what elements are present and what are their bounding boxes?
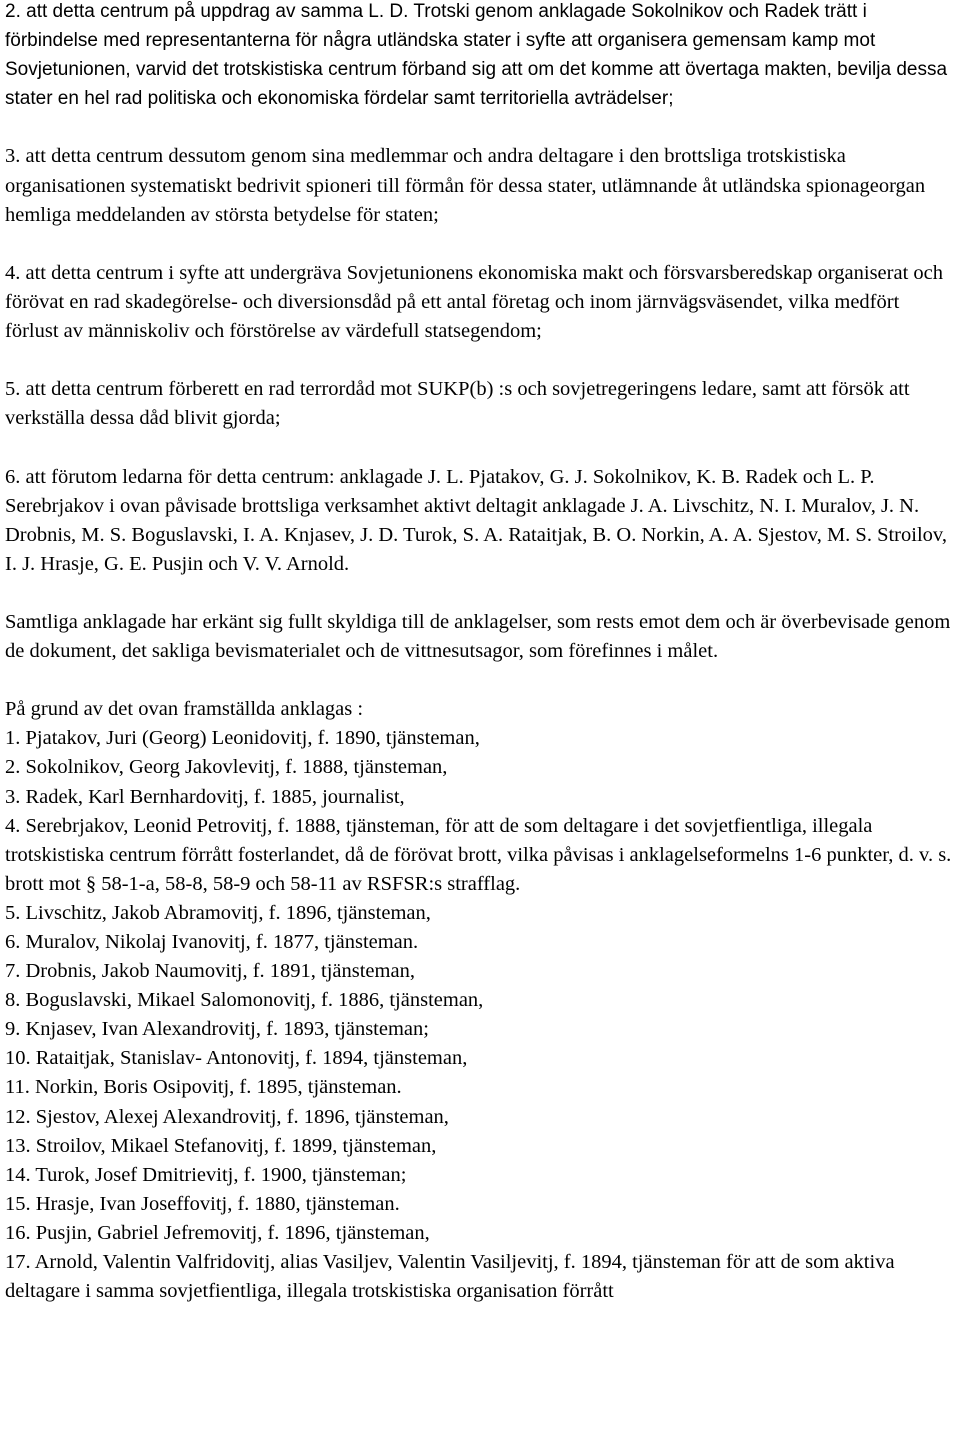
list-item: 7. Drobnis, Jakob Naumovitj, f. 1891, tjänsteman,	[5, 960, 415, 983]
paragraph-confession: Samtliga anklagade har erkänt sig fullt skyldiga till de anklagelser, som rests emot dem och är överbevisade genom de dokument, det sakliga bevismaterialet och de vittnesutsagor, som förefinnes i målet.	[5, 610, 951, 663]
document-body	[5, 0, 957, 1306]
paragraph-point-4: 4. att detta centrum i syfte att undergräva Sovjetunionens ekonomiska makt och försvarsberedskap organiserat och förövat en rad skadegörelse- och diversionsdåd på ett antal företag och inom järnvägsväsendet, vilka medfört förlust av människoliv och förstörelse av värdefull statsegendom;	[5, 261, 943, 343]
accused-list	[5, 695, 957, 1306]
list-item: 17. Arnold, Valentin Valfridovitj, alias Vasiljev, Valentin Vasiljevitj, f. 1894, tjänsteman för att de som aktiva deltagare i samma sovjetfientliga, illegala trotskistiska organisation förrått	[5, 1251, 895, 1303]
list-item: 5. Livschitz, Jakob Abramovitj, f. 1896, tjänsteman,	[5, 901, 431, 924]
list-item: 11. Norkin, Boris Osipovitj, f. 1895, tjänsteman.	[5, 1076, 402, 1099]
list-item: 3. Radek, Karl Bernhardovitj, f. 1885, journalist,	[5, 785, 405, 808]
list-item: 6. Muralov, Nikolaj Ivanovitj, f. 1877, tjänsteman.	[5, 931, 419, 953]
list-item: 10. Rataitjak, Stanislav- Antonovitj, f. 1894, tjänsteman,	[5, 1047, 468, 1070]
paragraph-point-2: 2. att detta centrum på uppdrag av samma L. D. Trotski genom anklagade Sokolnikov och Radek trätt i förbindelse med representanterna för några utländska stater i syfte att organisera gemensam kamp mot Sovjetunionen, varvid det trotskistiska centrum förband sig att om det komme att övertaga makten, bevilja dessa stater en hel rad politiska och ekonomiska fördelar samt territoriella avträdelser;	[5, 1, 948, 110]
list-item: 1. Pjatakov, Juri (Georg) Leonidovitj, f. 1890, tjänsteman,	[5, 727, 480, 750]
list-item: 13. Stroilov, Mikael Stefanovitj, f. 1899, tjänsteman,	[5, 1134, 437, 1157]
list-item: 8. Boguslavski, Mikael Salomonovitj, f. 1886, tjänsteman,	[5, 989, 484, 1012]
list-item: 2. Sokolnikov, Georg Jakovlevitj, f. 1888, tjänsteman,	[5, 756, 448, 779]
list-item: 12. Sjestov, Alexej Alexandrovitj, f. 1896, tjänsteman,	[5, 1105, 449, 1128]
paragraph-point-3: 3. att detta centrum dessutom genom sina medlemmar och andra deltagare i den brottsliga trotskistiska organisationen systematiskt bedrivit spioneri till förmån för dessa stater, utlämnande åt utländska spionageorgan hemliga meddelanden av största betydelse för staten;	[5, 145, 926, 226]
list-item: 15. Hrasje, Ivan Joseffovitj, f. 1880, tjänsteman.	[5, 1192, 400, 1215]
list-item: 9. Knjasev, Ivan Alexandrovitj, f. 1893, tjänsteman;	[5, 1018, 429, 1041]
list-item: 4. Serebrjakov, Leonid Petrovitj, f. 1888, tjänsteman, för att de som deltagare i det sovjetfientliga, illegala trotskistiska centrum förrått fosterlandet, då de förövat brott, vilka påvisas i anklagelseformelns 1-6 punkter, d. v. s. brott mot § 58-1-a, 58-8, 58-9 och 58-11 av RSFSR:s strafflag.	[5, 814, 952, 895]
paragraph-point-6: 6. att förutom ledarna för detta centrum: anklagade J. L. Pjatakov, G. J. Sokolnikov, K. B. Radek och L. P. Serebrjakov i ovan påvisade brottsliga verksamhet aktivt deltagit anklagade J. A. Livschitz, N. I. Muralov, J. N. Drobnis, M. S. Boguslavski, I. A. Knjasev, J. D. Turok, S. A. Rataitjak, B. O. Norkin, A. A. Sjestov, M. S. Stroilov, I. J. Hrasje, G. E. Pusjin och V. V. Arnold.	[5, 465, 947, 575]
list-item: 14. Turok, Josef Dmitrievitj, f. 1900, tjänsteman;	[5, 1163, 407, 1186]
accused-list-intro: På grund av det ovan framställda anklagas :	[5, 698, 364, 721]
list-item: 16. Pusjin, Gabriel Jefremovitj, f. 1896, tjänsteman,	[5, 1221, 430, 1244]
paragraph-point-5: 5. att detta centrum förberett en rad terrordåd mot SUKP(b) :s och sovjetregeringens ledare, samt att försök att verkställa dessa dåd blivit gjorda;	[5, 378, 910, 430]
